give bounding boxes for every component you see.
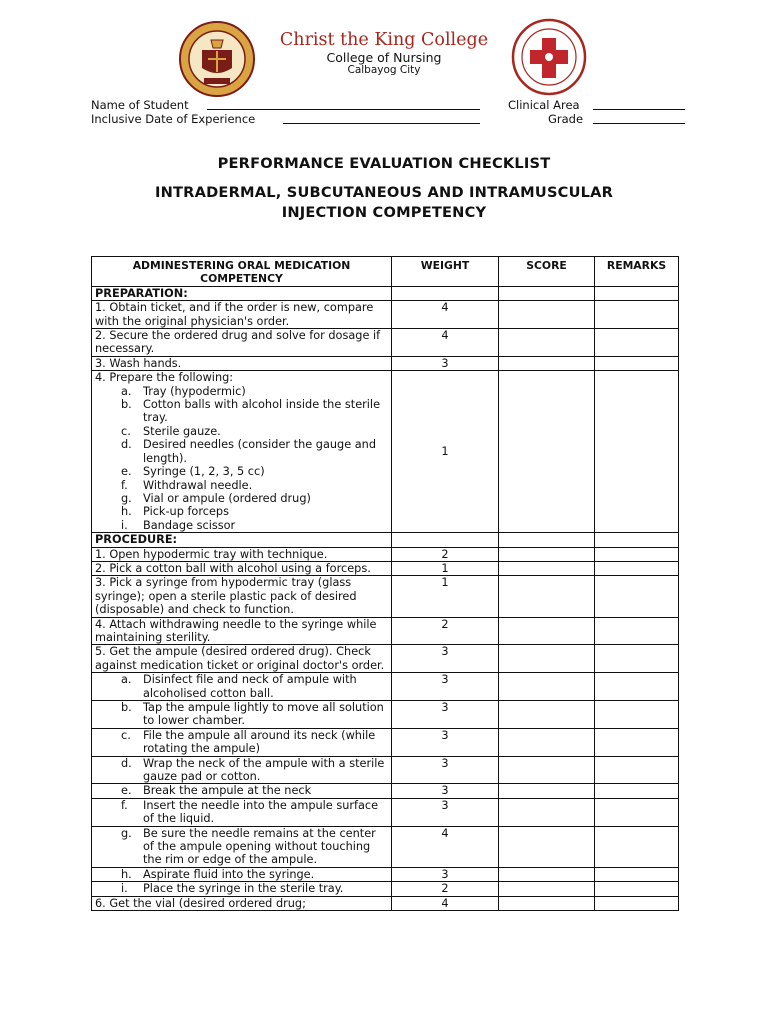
weight-cell: 3: [392, 867, 499, 881]
sub-step-text: Wrap the neck of the ampule with a sterile gauze pad or cotton.: [143, 756, 385, 784]
sub-step-text: File the ampule all around its neck (while rotating the ampule): [143, 728, 376, 756]
step-text: 4. Attach withdrawing needle to the syringe while maintaining sterility.: [92, 617, 392, 645]
score-cell[interactable]: [499, 867, 595, 881]
table-row: [92, 826, 679, 867]
score-cell[interactable]: [499, 701, 595, 729]
weight-cell: 3: [392, 356, 499, 370]
remarks-cell[interactable]: [595, 329, 679, 357]
list-item-text: Desired needles (consider the gauge and length).: [143, 438, 376, 465]
step-text: [92, 784, 392, 798]
table-row: [92, 356, 679, 370]
sub-step: [95, 799, 388, 826]
nursing-seal-logo: [511, 18, 587, 96]
remarks-cell[interactable]: [595, 645, 679, 673]
remarks-cell[interactable]: [595, 673, 679, 701]
list-item: [95, 519, 388, 532]
college-subtitle: College of Nursing: [326, 50, 442, 65]
college-seal-logo: [178, 20, 256, 98]
step-text: [92, 867, 392, 881]
list-marker: i.: [121, 882, 128, 896]
step-text: [92, 826, 392, 867]
score-cell[interactable]: [499, 728, 595, 756]
weight-cell: 3: [392, 673, 499, 701]
score-cell[interactable]: [499, 576, 595, 617]
header-remarks: REMARKS: [595, 257, 679, 287]
weight-cell: 3: [392, 645, 499, 673]
weight-cell: 2: [392, 547, 499, 561]
student-name-line[interactable]: [207, 109, 480, 110]
weight-cell: 4: [392, 826, 499, 867]
table-header-row: [92, 257, 679, 287]
sub-step: [95, 882, 388, 895]
step-text: [92, 371, 392, 533]
supply-list: [95, 385, 388, 532]
weight-cell: [392, 371, 499, 533]
remarks-cell[interactable]: [595, 882, 679, 896]
clinical-area-label: Clinical Area: [508, 98, 580, 112]
competency-title: [0, 183, 768, 223]
list-marker: f.: [121, 478, 128, 492]
list-item-text: Sterile gauze.: [143, 424, 221, 438]
sub-step-text: Be sure the needle remains at the center of the ampule opening without touching the rim or edge of the ampule.: [143, 826, 376, 867]
weight-cell: 3: [392, 728, 499, 756]
list-marker: f.: [121, 798, 128, 812]
remarks-cell[interactable]: [595, 533, 679, 547]
score-cell[interactable]: [499, 371, 595, 533]
table-row: [92, 329, 679, 357]
step-text: 3. Pick a syringe from hypodermic tray (glass syringe); open a sterile plastic pack of desired (disposable) and check to function.: [92, 576, 392, 617]
clinical-area-line[interactable]: [593, 109, 685, 110]
remarks-cell[interactable]: [595, 301, 679, 329]
date-of-experience-label: Inclusive Date of Experience: [91, 112, 256, 126]
step-text: [92, 673, 392, 701]
list-item-text: Withdrawal needle.: [143, 478, 253, 492]
score-cell[interactable]: [499, 798, 595, 826]
list-marker: b.: [121, 398, 132, 412]
table-row: [92, 645, 679, 673]
sub-step-text: Insert the needle into the ampule surface of the liquid.: [143, 798, 379, 826]
table-row: [92, 867, 679, 881]
step-text: 6. Get the vial (desired ordered drug;: [92, 896, 392, 910]
header-weight: WEIGHT: [392, 257, 499, 287]
weight-cell: 2: [392, 882, 499, 896]
list-marker: g.: [121, 826, 132, 840]
list-marker: c.: [121, 728, 131, 742]
sub-step: [95, 729, 388, 756]
step-text: 2. Secure the ordered drug and solve for dosage if necessary.: [92, 329, 392, 357]
college-name: Christ the King College: [279, 30, 489, 50]
table-row: [92, 896, 679, 910]
sub-step: [95, 868, 388, 881]
remarks-cell[interactable]: [595, 798, 679, 826]
table-row: [92, 701, 679, 729]
grade-label: Grade: [548, 112, 584, 126]
weight-cell: 4: [392, 301, 499, 329]
step-text: [92, 882, 392, 896]
score-cell[interactable]: [499, 356, 595, 370]
weight-value: 1: [441, 444, 449, 458]
header-competency: ADMINESTERING ORAL MEDICATION COMPETENCY: [92, 257, 392, 287]
table-row: [92, 301, 679, 329]
remarks-cell[interactable]: [595, 896, 679, 910]
list-marker: a.: [121, 673, 132, 687]
list-item-text: Cotton balls with alcohol inside the sterile tray.: [143, 398, 381, 425]
remarks-cell[interactable]: [595, 617, 679, 645]
remarks-cell[interactable]: [595, 356, 679, 370]
remarks-cell[interactable]: [595, 561, 679, 575]
list-item: [95, 438, 388, 465]
sub-step: [95, 701, 388, 728]
weight-cell: [392, 533, 499, 547]
list-item: [95, 465, 388, 478]
score-cell[interactable]: [499, 673, 595, 701]
sub-step: [95, 827, 388, 867]
remarks-cell[interactable]: [595, 701, 679, 729]
document-header: [0, 0, 768, 95]
sub-step-text: Place the syringe in the sterile tray.: [143, 882, 344, 896]
weight-cell: 1: [392, 561, 499, 575]
step-text: 1. Open hypodermic tray with technique.: [92, 547, 392, 561]
remarks-cell[interactable]: [595, 784, 679, 798]
weight-cell: 3: [392, 756, 499, 784]
procedure-section-row: [92, 533, 679, 547]
list-marker: d.: [121, 438, 132, 452]
competency-title-line1: INTRADERMAL, SUBCUTANEOUS AND INTRAMUSCULAR: [154, 184, 614, 201]
step-text: [92, 728, 392, 756]
list-item: [95, 385, 388, 398]
list-marker: e.: [121, 465, 132, 479]
step-text: 1. Obtain ticket, and if the order is new, compare with the original physician's order.: [92, 301, 392, 329]
remarks-cell[interactable]: [595, 576, 679, 617]
evaluation-checklist-table: [91, 256, 679, 911]
weight-cell: 2: [392, 617, 499, 645]
list-marker: b.: [121, 701, 132, 714]
score-cell[interactable]: [499, 301, 595, 329]
weight-cell: 1: [392, 576, 499, 617]
competency-title-line2: INJECTION COMPETENCY: [281, 204, 487, 221]
sub-step-text: Disinfect file and neck of ampule with alcoholised cotton ball.: [143, 673, 357, 700]
student-name-label: Name of Student: [91, 98, 189, 112]
list-item-text: Vial or ampule (ordered drug): [143, 491, 311, 505]
sub-step-text: Aspirate fluid into the syringe.: [143, 867, 315, 881]
table-row: [92, 547, 679, 561]
remarks-cell[interactable]: [595, 728, 679, 756]
weight-cell: 3: [392, 784, 499, 798]
score-cell[interactable]: [499, 329, 595, 357]
list-item-text: Syringe (1, 2, 3, 5 cc): [143, 465, 265, 479]
step-text: [92, 701, 392, 729]
list-item: [95, 505, 388, 518]
grade-line[interactable]: [593, 123, 685, 124]
table-row: [92, 756, 679, 784]
table-row: [92, 882, 679, 896]
list-marker: d.: [121, 756, 132, 770]
score-cell[interactable]: [499, 896, 595, 910]
score-cell[interactable]: [499, 286, 595, 300]
weight-cell: 4: [392, 896, 499, 910]
sub-step: [95, 784, 388, 797]
student-info-fields: [0, 96, 768, 132]
weight-cell: 3: [392, 701, 499, 729]
table-row: [92, 617, 679, 645]
header-score: SCORE: [499, 257, 595, 287]
sub-step-text: Break the ampule at the neck: [143, 784, 312, 798]
table-row: [92, 798, 679, 826]
remarks-cell[interactable]: [595, 547, 679, 561]
weight-cell: [392, 286, 499, 300]
table-row: [92, 561, 679, 575]
list-item: [95, 398, 388, 425]
remarks-cell[interactable]: [595, 756, 679, 784]
preparation-section-row: [92, 286, 679, 300]
score-cell[interactable]: [499, 533, 595, 547]
list-marker: e.: [121, 784, 132, 798]
score-cell[interactable]: [499, 617, 595, 645]
score-cell[interactable]: [499, 561, 595, 575]
score-cell[interactable]: [499, 784, 595, 798]
checklist-title: PERFORMANCE EVALUATION CHECKLIST: [217, 155, 551, 172]
date-of-experience-line[interactable]: [283, 123, 480, 124]
list-marker: i.: [121, 518, 128, 532]
preparation-label: PREPARATION:: [92, 286, 392, 300]
remarks-cell[interactable]: [595, 371, 679, 533]
list-item: [95, 492, 388, 505]
score-cell[interactable]: [499, 547, 595, 561]
table-row: [92, 784, 679, 798]
sub-step: [95, 673, 388, 700]
score-cell[interactable]: [499, 645, 595, 673]
step-text: [92, 798, 392, 826]
list-item: [95, 425, 388, 438]
list-marker: c.: [121, 424, 131, 438]
procedure-label: PROCEDURE:: [92, 533, 392, 547]
step-text: 2. Pick a cotton ball with alcohol using a forceps.: [92, 561, 392, 575]
table-row: [92, 673, 679, 701]
table-row: [92, 728, 679, 756]
college-city: Calbayog City: [347, 64, 421, 76]
score-cell[interactable]: [499, 882, 595, 896]
score-cell[interactable]: [499, 826, 595, 867]
table-row: [92, 576, 679, 617]
list-item-text: Tray (hypodermic): [143, 384, 246, 398]
step-text: [92, 756, 392, 784]
list-marker: h.: [121, 867, 132, 881]
remarks-cell[interactable]: [595, 826, 679, 867]
weight-cell: 4: [392, 329, 499, 357]
list-item-text: Pick-up forceps: [143, 505, 229, 519]
list-item: [95, 479, 388, 492]
score-cell[interactable]: [499, 756, 595, 784]
list-marker: h.: [121, 505, 132, 519]
table-row: [92, 371, 679, 533]
step-text: 3. Wash hands.: [92, 356, 392, 370]
remarks-cell[interactable]: [595, 286, 679, 300]
list-item-text: Bandage scissor: [143, 518, 236, 532]
sub-step: [95, 757, 388, 784]
sub-step-text: Tap the ampule lightly to move all solution to lower chamber.: [143, 701, 384, 728]
list-marker: g.: [121, 491, 132, 505]
weight-cell: 3: [392, 798, 499, 826]
step-text: 5. Get the ampule (desired ordered drug). Check against medication ticket or original doctor's order.: [92, 645, 392, 673]
list-marker: a.: [121, 384, 132, 398]
remarks-cell[interactable]: [595, 867, 679, 881]
prepare-items-heading: 4. Prepare the following:: [95, 371, 234, 385]
